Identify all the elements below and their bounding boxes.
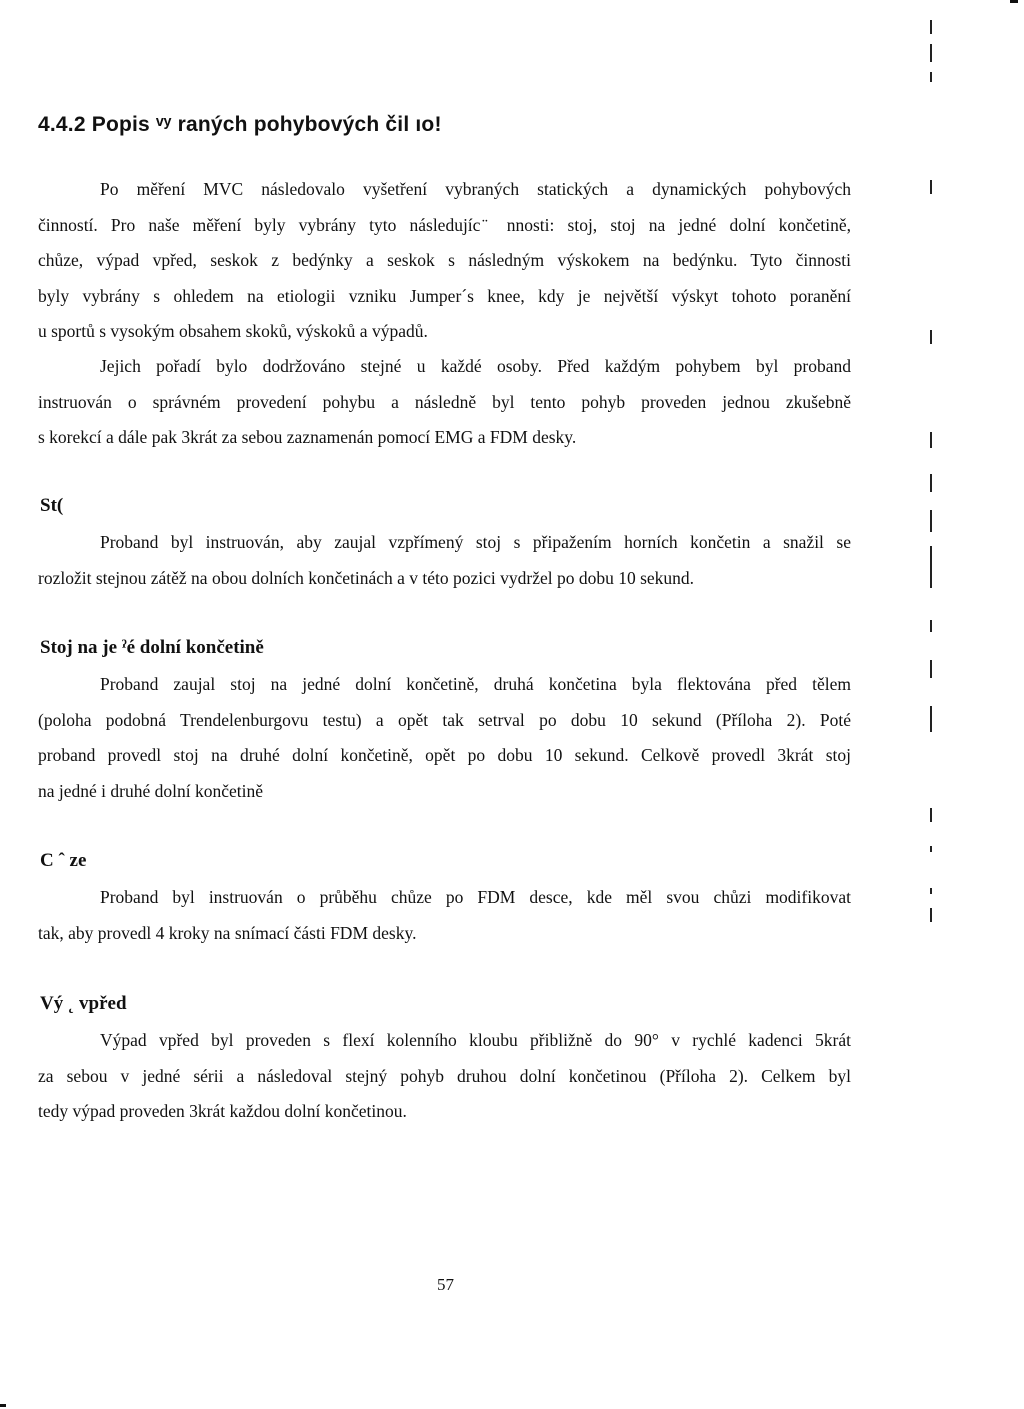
text-line: Jejich pořadí bylo dodržováno stejné u každé osoby. Před každým pohybem byl proband (100, 356, 851, 376)
scan-mark (930, 510, 932, 532)
text-line: Proband byl instruován, aby zaujal vzpřímený stoj s připažením horních končetin a snažil se (100, 532, 851, 552)
scan-mark (930, 432, 932, 448)
text-line: proband provedl stoj na druhé dolní končetině, opět po dobu 10 sekund. Celkově provedl 3krát stoj (38, 745, 851, 765)
text-line: Proband byl instruován o průběhu chůze po FDM desce, kde měl svou chůzi modifikovat (100, 887, 851, 907)
chuze-paragraph (38, 880, 851, 951)
text-line: na jedné i druhé dolní končetině (38, 780, 263, 801)
scan-mark (0, 1404, 6, 1407)
stoj-paragraph (38, 525, 851, 596)
vypad-paragraph (38, 1023, 851, 1130)
scan-mark (930, 44, 932, 62)
stoj-na-jedne-paragraph (38, 667, 851, 809)
text-line: za sebou v jedné sérii a následoval stejný pohyb druhou dolní končetinou (Příloha 2). Celkem byl (38, 1065, 851, 1086)
intro-paragraph-2 (38, 349, 851, 456)
text-line: s korekcí a dále pak 3krát za sebou zaznamenán pomocí EMG a FDM desky. (38, 427, 577, 447)
scan-mark (930, 20, 932, 34)
intro-paragraph-1 (38, 172, 851, 350)
subheading-chuze: C ˆ ze (40, 850, 87, 871)
text-line: rozložit stejnou zátěž na obou dolních končetinách a v této pozici vydržel po dobu 10 sekund. (38, 567, 695, 588)
text-line: tak, aby provedl 4 kroky na snímací části FDM desky. (38, 922, 417, 943)
scan-mark (930, 620, 932, 632)
text-line: instruován o správném provedení pohybu a následně byl tento pohyb proveden jednou zkušebně (38, 391, 851, 412)
scan-mark (930, 908, 932, 922)
text-line: tedy výpad proveden 3krát každou dolní končetinou. (38, 1101, 407, 1121)
text-line: Výpad vpřed byl proveden s flexí kolenního kloubu přibližně do 90° v rychlé kadenci 5krát (100, 1030, 851, 1050)
subheading-vypad: Vý ˛ vpřed (40, 993, 127, 1014)
scan-mark (930, 474, 932, 492)
text-line: (poloha podobná Trendelenburgovu testu) a opět tak setrval po dobu 10 sekund (Příloha 2). Poté (38, 709, 851, 730)
text-line: byly vybrány s ohledem na etiologii vzniku Jumper´s knee, kdy je největší výskyt tohoto poranění (38, 285, 851, 306)
scan-mark (930, 846, 932, 852)
scan-mark (930, 706, 932, 732)
text-line: činností. Pro naše měření byly vybrány tyto následujíc ̈ nnosti: stoj, stoj na jedné dolní končetině, (38, 214, 851, 235)
scan-mark (930, 808, 932, 822)
scan-mark (930, 180, 932, 194)
text-line: Proband zaujal stoj na jedné dolní končetině, druhá končetina byla flektována před tělem (100, 674, 851, 694)
section-heading: 4.4.2 Popis ᵛʸ raných pohybových čil ıo! (38, 113, 442, 136)
subheading-stoj: St( (40, 495, 64, 516)
text-line: u sportů s vysokým obsahem skoků, výskoků a výpadů. (38, 321, 428, 341)
text-line: Po měření MVC následovalo vyšetření vybraných statických a dynamických pohybových (100, 179, 851, 199)
text-line: chůze, výpad vpřed, seskok z bedýnky a seskok s následným výskokem na bedýnku. Tyto činnosti (38, 250, 851, 270)
scan-mark (1010, 0, 1018, 3)
scan-mark (930, 888, 932, 894)
page-number: 57 (437, 1275, 454, 1294)
scan-mark (930, 72, 932, 82)
scan-mark (930, 546, 932, 588)
scan-mark (930, 330, 932, 344)
subheading-stoj-na-jedne: Stoj na je ˀé dolní končetině (40, 637, 264, 658)
scan-mark (930, 660, 932, 678)
